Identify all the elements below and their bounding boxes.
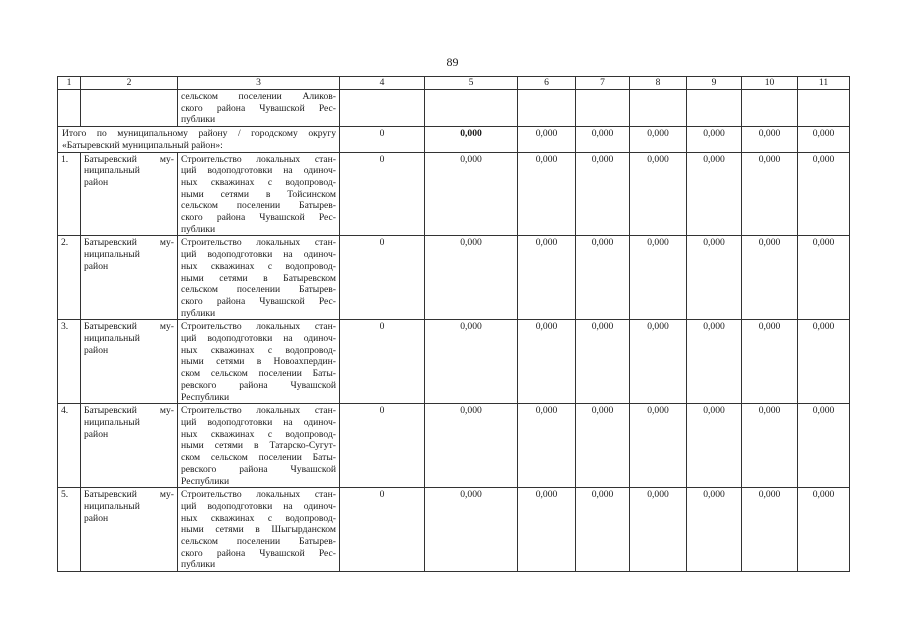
description-line: ными сетями в Татарско-Сугут- — [181, 440, 336, 452]
description-line: ций водоподготовки на одиноч- — [181, 249, 336, 261]
value-cell: 0,000 — [576, 236, 630, 320]
description-line: сельском поселении Батырев- — [181, 536, 336, 548]
row-number: 5. — [58, 488, 81, 572]
page-number: 89 — [446, 55, 459, 69]
value-cell: 0 — [340, 404, 425, 488]
description-line: сельском поселении Аликов- — [181, 91, 336, 102]
description-line: Строительство локальных стан- — [181, 321, 336, 333]
district-line: Батыревский му- — [84, 321, 174, 333]
total-label — [58, 127, 340, 152]
description-line: ском сельском поселении Баты- — [181, 452, 336, 464]
district-line: Батыревский му- — [84, 237, 174, 249]
description-cell — [178, 90, 340, 127]
description-line: ций водоподготовки на одиноч- — [181, 333, 336, 345]
header-cell: 4 — [340, 77, 425, 90]
header-cell: 11 — [798, 77, 850, 90]
value-cell: 0,000 — [425, 404, 518, 488]
district-line: район — [84, 176, 109, 188]
value-cell: 0,000 — [687, 236, 742, 320]
value-cell — [798, 90, 850, 127]
description-line: ных скважинах с водопровод- — [181, 428, 336, 440]
description-line: Республики — [181, 391, 230, 403]
table-row — [58, 488, 850, 572]
value-cell: 0,000 — [687, 320, 742, 404]
header-cell: 9 — [687, 77, 742, 90]
description-line: ревского района Чувашской — [181, 463, 336, 475]
total-label-line: «Батыревский муниципальный район»: — [62, 139, 223, 151]
value-cell: 0,000 — [518, 488, 576, 572]
header-cell: 3 — [178, 77, 340, 90]
description-line: ского района Чувашской Рес- — [181, 102, 336, 114]
row-number: 1. — [58, 152, 81, 236]
value-cell: 0,000 — [687, 488, 742, 572]
value-cell: 0,000 — [687, 152, 742, 236]
total-value: 0,000 — [687, 127, 742, 152]
header-cell: 10 — [742, 77, 798, 90]
district-cell — [81, 488, 178, 572]
value-cell: 0,000 — [798, 404, 850, 488]
continuation-row — [58, 90, 850, 127]
district-line: Батыревский му- — [84, 405, 174, 417]
row-number: 4. — [58, 404, 81, 488]
value-cell: 0 — [340, 152, 425, 236]
total-label-line: Итого по муниципальному району / городскому округу — [62, 128, 336, 140]
value-cell: 0,000 — [630, 404, 687, 488]
description-cell — [178, 320, 340, 404]
description-line: Строительство локальных стан- — [181, 153, 336, 165]
description-cell — [178, 152, 340, 236]
value-cell: 0 — [340, 236, 425, 320]
description-line: публики — [181, 223, 216, 235]
district-cell — [81, 152, 178, 236]
district-line: район — [84, 428, 109, 440]
total-value: 0,000 — [798, 127, 850, 152]
table-row — [58, 404, 850, 488]
description-line: Строительство локальных стан- — [181, 405, 336, 417]
header-cell: 7 — [576, 77, 630, 90]
value-cell: 0,000 — [630, 488, 687, 572]
total-value: 0,000 — [630, 127, 687, 152]
value-cell: 0,000 — [798, 152, 850, 236]
district-cell — [81, 404, 178, 488]
value-cell: 0,000 — [630, 236, 687, 320]
value-cell: 0,000 — [742, 488, 798, 572]
value-cell: 0,000 — [576, 152, 630, 236]
value-cell: 0,000 — [742, 320, 798, 404]
description-line: публики — [181, 114, 216, 126]
description-line: ций водоподготовки на одиноч- — [181, 500, 336, 512]
num-cell — [58, 90, 81, 127]
value-cell: 0,000 — [742, 152, 798, 236]
table-row — [58, 236, 850, 320]
value-cell: 0,000 — [630, 320, 687, 404]
description-line: ных скважинах с водопровод- — [181, 512, 336, 524]
description-line: ных скважинах с водопровод- — [181, 176, 336, 188]
value-cell: 0,000 — [576, 488, 630, 572]
district-line: ниципальный — [84, 500, 140, 512]
value-cell — [340, 90, 425, 127]
description-line: сельском поселении Батырев- — [181, 284, 336, 296]
table-row — [58, 320, 850, 404]
district-line: район — [84, 344, 109, 356]
value-cell: 0,000 — [425, 320, 518, 404]
row-number: 3. — [58, 320, 81, 404]
value-cell: 0,000 — [742, 236, 798, 320]
budget-table — [57, 76, 850, 572]
total-value: 0,000 — [576, 127, 630, 152]
value-cell: 0 — [340, 320, 425, 404]
description-line: ными сетями в Шыгырданском — [181, 524, 336, 536]
total-value: 0,000 — [742, 127, 798, 152]
description-line: ными сетями в Батыревском — [181, 272, 336, 284]
district-cell — [81, 236, 178, 320]
description-line: ревского района Чувашской — [181, 379, 336, 391]
description-cell — [178, 236, 340, 320]
description-line: Строительство локальных стан- — [181, 489, 336, 501]
description-cell — [178, 488, 340, 572]
header-cell: 1 — [58, 77, 81, 90]
description-line: публики — [181, 307, 216, 319]
district-line: ниципальный — [84, 165, 140, 177]
value-cell: 0,000 — [425, 236, 518, 320]
value-cell: 0,000 — [518, 404, 576, 488]
district-line: Батыревский му- — [84, 489, 174, 501]
header-cell: 2 — [81, 77, 178, 90]
value-cell — [518, 90, 576, 127]
district-line: район — [84, 512, 109, 524]
value-cell — [425, 90, 518, 127]
description-line: Республики — [181, 475, 230, 487]
district-line: Батыревский му- — [84, 153, 174, 165]
header-cell: 5 — [425, 77, 518, 90]
description-line: ском сельском поселении Баты- — [181, 368, 336, 380]
value-cell: 0,000 — [518, 152, 576, 236]
value-cell: 0,000 — [798, 320, 850, 404]
value-cell: 0,000 — [798, 488, 850, 572]
district-line: ниципальный — [84, 333, 140, 345]
header-cell: 8 — [630, 77, 687, 90]
description-line: сельском поселении Батырев- — [181, 200, 336, 212]
value-cell: 0 — [340, 488, 425, 572]
value-cell: 0,000 — [518, 320, 576, 404]
value-cell — [576, 90, 630, 127]
description-line: Строительство локальных стан- — [181, 237, 336, 249]
description-line: ными сетями в Тойсинском — [181, 188, 336, 200]
description-line: ций водоподготовки на одиноч- — [181, 165, 336, 177]
value-cell — [742, 90, 798, 127]
value-cell: 0,000 — [630, 152, 687, 236]
value-cell — [630, 90, 687, 127]
value-cell: 0,000 — [576, 320, 630, 404]
district-cell — [81, 90, 178, 127]
total-row — [58, 127, 850, 152]
header-cell: 6 — [518, 77, 576, 90]
value-cell: 0,000 — [798, 236, 850, 320]
description-line: ций водоподготовки на одиноч- — [181, 416, 336, 428]
value-cell: 0,000 — [425, 152, 518, 236]
row-number: 2. — [58, 236, 81, 320]
header-row — [58, 77, 850, 90]
table-row — [58, 152, 850, 236]
description-line: ского района Чувашской Рес- — [181, 547, 336, 559]
value-cell: 0,000 — [687, 404, 742, 488]
district-line: ниципальный — [84, 249, 140, 261]
description-line: публики — [181, 559, 216, 571]
total-value: 0,000 — [425, 127, 518, 152]
description-line: ского района Чувашской Рес- — [181, 295, 336, 307]
description-line: ского района Чувашской Рес- — [181, 212, 336, 224]
value-cell — [687, 90, 742, 127]
value-cell: 0,000 — [576, 404, 630, 488]
district-cell — [81, 320, 178, 404]
district-line: ниципальный — [84, 416, 140, 428]
value-cell: 0,000 — [742, 404, 798, 488]
total-value: 0,000 — [518, 127, 576, 152]
value-cell: 0,000 — [518, 236, 576, 320]
description-cell — [178, 404, 340, 488]
description-line: ных скважинах с водопровод- — [181, 260, 336, 272]
description-line: ных скважинах с водопровод- — [181, 344, 336, 356]
description-line: ными сетями в Новоахпердин- — [181, 356, 336, 368]
district-line: район — [84, 260, 109, 272]
total-value: 0 — [340, 127, 425, 152]
value-cell: 0,000 — [425, 488, 518, 572]
